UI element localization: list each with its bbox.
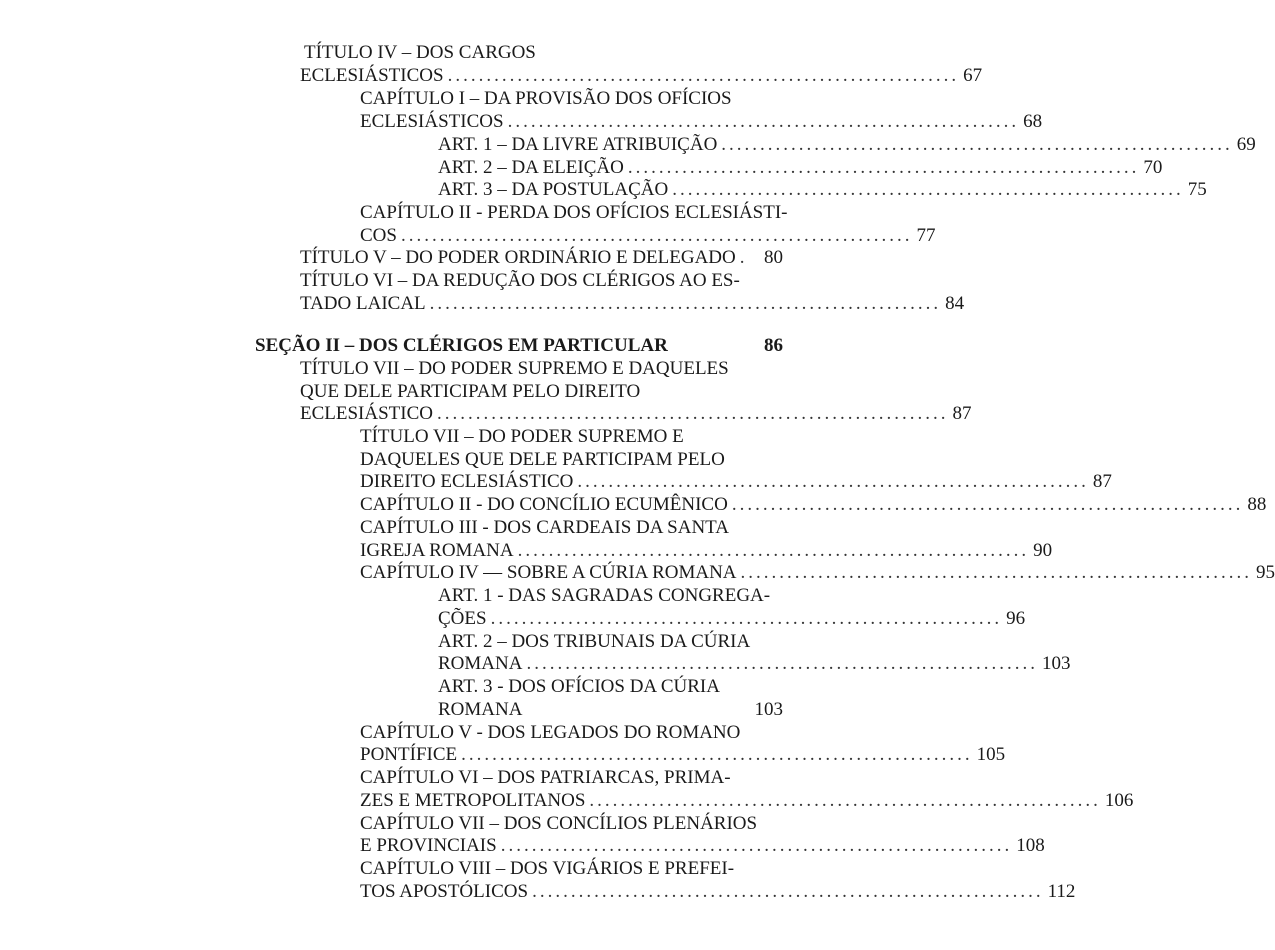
dot-leader: .................................................................. [740, 562, 1253, 583]
dot-leader [668, 334, 764, 357]
toc-entry-title-vii [300, 402, 972, 425]
dot-leader: .................................................................. [627, 157, 1140, 178]
dot-leader: .................................................................. [577, 471, 1089, 492]
toc-entry-chapter-i [360, 110, 1043, 133]
toc-entry-text: ART. 2 – DA ELEIÇÃO [438, 157, 624, 178]
dot-leader: .................................................................. [532, 881, 1044, 902]
toc-entry-title-iv [300, 64, 983, 87]
dot-leader: .................................................................. [447, 65, 960, 86]
dot-leader: .................................................................. [517, 540, 1030, 561]
toc-entry-text: ROMANA [438, 653, 523, 674]
dot-leader: .................................................................. [731, 494, 1244, 515]
page-number: 103 [1041, 653, 1071, 674]
page-number: 67 [963, 65, 983, 86]
toc-entry-art-2 [438, 156, 1163, 179]
toc-entry-art-3 [438, 178, 1207, 201]
toc-entry-text: PONTÍFICE [360, 744, 458, 765]
page-number: 75 [1187, 179, 1207, 200]
page-number: 87 [1092, 471, 1112, 492]
dot-leader: .................................................................. [721, 134, 1233, 155]
toc-entry-chapter-ii [360, 224, 936, 247]
toc-line-title-vii-b: QUE DELE PARTICIPAM PELO DIREITO [300, 381, 641, 402]
toc-line-art-1-congregations: ART. 1 - DAS SAGRADAS CONGREGA- [438, 585, 771, 606]
toc-entry-text: ECLESIÁSTICO [300, 403, 433, 424]
toc-line-chapter-ii: CAPÍTULO II - PERDA DOS OFÍCIOS ECLESIÁSTI- [360, 202, 788, 223]
toc-line-chapter-iii: CAPÍTULO III - DOS CARDEAIS DA SANTA [360, 517, 729, 538]
toc-line-title-vi: TÍTULO VI – DA REDUÇÃO DOS CLÉRIGOS AO ES- [300, 270, 740, 291]
section-heading: SEÇÃO II – DOS CLÉRIGOS EM PARTICULAR [255, 335, 668, 356]
page-number: 68 [1023, 111, 1043, 132]
toc-entry-art-3-offices [438, 698, 783, 721]
page-number: 106 [1104, 790, 1134, 811]
toc-entry-chapter-iv [360, 561, 1275, 584]
toc-line-title-vii-2a: TÍTULO VII – DO PODER SUPREMO E [360, 426, 684, 447]
toc-entry-chapter-vii [360, 834, 1045, 857]
toc-section-ii [255, 334, 783, 357]
page-number: 77 [916, 225, 936, 246]
dot-leader: .................................................................. [461, 744, 973, 765]
toc-entry-title-vi [300, 292, 965, 315]
toc-entry-text: CAPÍTULO II - DO CONCÍLIO ECUMÊNICO [360, 494, 728, 515]
toc-entry-text: IGREJA ROMANA [360, 540, 514, 561]
toc-line-title-vii-a: TÍTULO VII – DO PODER SUPREMO E DAQUELES [300, 358, 729, 379]
toc-entry-text: COS [360, 225, 397, 246]
page-number: 90 [1033, 540, 1053, 561]
page-number: 96 [1006, 608, 1026, 629]
toc-entry-text: ECLESIÁSTICOS [300, 65, 444, 86]
toc-entry-art-2-tribunals [438, 652, 1071, 675]
page-number: 88 [1247, 494, 1267, 515]
page-number: 95 [1256, 562, 1275, 583]
toc-entry-text: DIREITO ECLESIÁSTICO [360, 471, 574, 492]
toc-entry-text: ZES E METROPOLITANOS [360, 790, 586, 811]
dot-leader: .................................................................. [526, 653, 1038, 674]
page-number: 69 [1236, 134, 1256, 155]
toc-entry-chapter-iii [360, 539, 1053, 562]
toc-entry-text: E PROVINCIAIS [360, 835, 497, 856]
toc-entry-text: ROMANA [438, 699, 523, 720]
toc-entry-art-1 [438, 133, 1256, 156]
toc-line-title-vii-2b: DAQUELES QUE DELE PARTICIPAM PELO [360, 449, 725, 470]
page-number: 108 [1016, 835, 1045, 856]
toc-line-chapter-v: CAPÍTULO V - DOS LEGADOS DO ROMANO [360, 722, 741, 743]
dot-leader: .................................................................. [500, 835, 1013, 856]
toc-line-chapter-vii: CAPÍTULO VII – DOS CONCÍLIOS PLENÁRIOS [360, 813, 758, 834]
toc-entry-chapter-v [360, 743, 1006, 766]
page-number: 103 [754, 699, 783, 720]
toc-entry-text: TADO LAICAL [300, 293, 426, 314]
toc-line-art-3-offices: ART. 3 - DOS OFÍCIOS DA CÚRIA [438, 676, 720, 697]
toc-entry-chapter-ii-council [360, 493, 1267, 516]
toc-entry-art-1-congregations [438, 607, 1026, 630]
dot-leader: .................................................................. [589, 790, 1101, 811]
toc-line-art-2-tribunals: ART. 2 – DOS TRIBUNAIS DA CÚRIA [438, 631, 751, 652]
toc-entry-text: TÍTULO V – DO PODER ORDINÁRIO E DELEGADO [300, 247, 736, 268]
toc-entry-text: ECLESIÁSTICOS [360, 111, 504, 132]
dot-leader: .................................................................. [400, 225, 913, 246]
page-number: 105 [976, 744, 1006, 765]
dot-leader: . [739, 247, 748, 268]
toc-line-chapter-vi: CAPÍTULO VI – DOS PATRIARCAS, PRIMA- [360, 767, 731, 788]
toc-entry-title-vii-2 [360, 470, 1112, 493]
toc-line-chapter-viii: CAPÍTULO VIII – DOS VIGÁRIOS E PREFEI- [360, 858, 735, 879]
toc-entry-chapter-vi [360, 789, 1134, 812]
page-number: 112 [1047, 881, 1076, 902]
dot-leader: .................................................................. [507, 111, 1020, 132]
toc-entry-text: ÇÕES [438, 608, 487, 629]
toc-entry-text: ART. 1 – DA LIVRE ATRIBUIÇÃO [438, 134, 718, 155]
toc-entry-text: CAPÍTULO IV — SOBRE A CÚRIA ROMANA [360, 562, 737, 583]
page-number: 80 [764, 247, 783, 268]
toc-line-chapter-i: CAPÍTULO I – DA PROVISÃO DOS OFÍCIOS [360, 88, 732, 109]
page-number: 86 [764, 335, 783, 356]
dot-leader: .................................................................. [672, 179, 1184, 200]
page-number: 87 [952, 403, 972, 424]
dot-leader: .................................................................. [429, 293, 942, 314]
toc-entry-chapter-viii [360, 880, 1076, 903]
toc-entry-text: ART. 3 – DA POSTULAÇÃO [438, 179, 669, 200]
toc-entry-title-v [300, 246, 783, 269]
toc-line-title-iv: TÍTULO IV – DOS CARGOS [304, 42, 536, 63]
dot-leader: .................................................................. [490, 608, 1003, 629]
toc-entry-text: TOS APOSTÓLICOS [360, 881, 529, 902]
page-number: 84 [945, 293, 965, 314]
dot-leader [522, 698, 754, 721]
dot-leader: .................................................................. [437, 403, 949, 424]
page-number: 70 [1143, 157, 1163, 178]
